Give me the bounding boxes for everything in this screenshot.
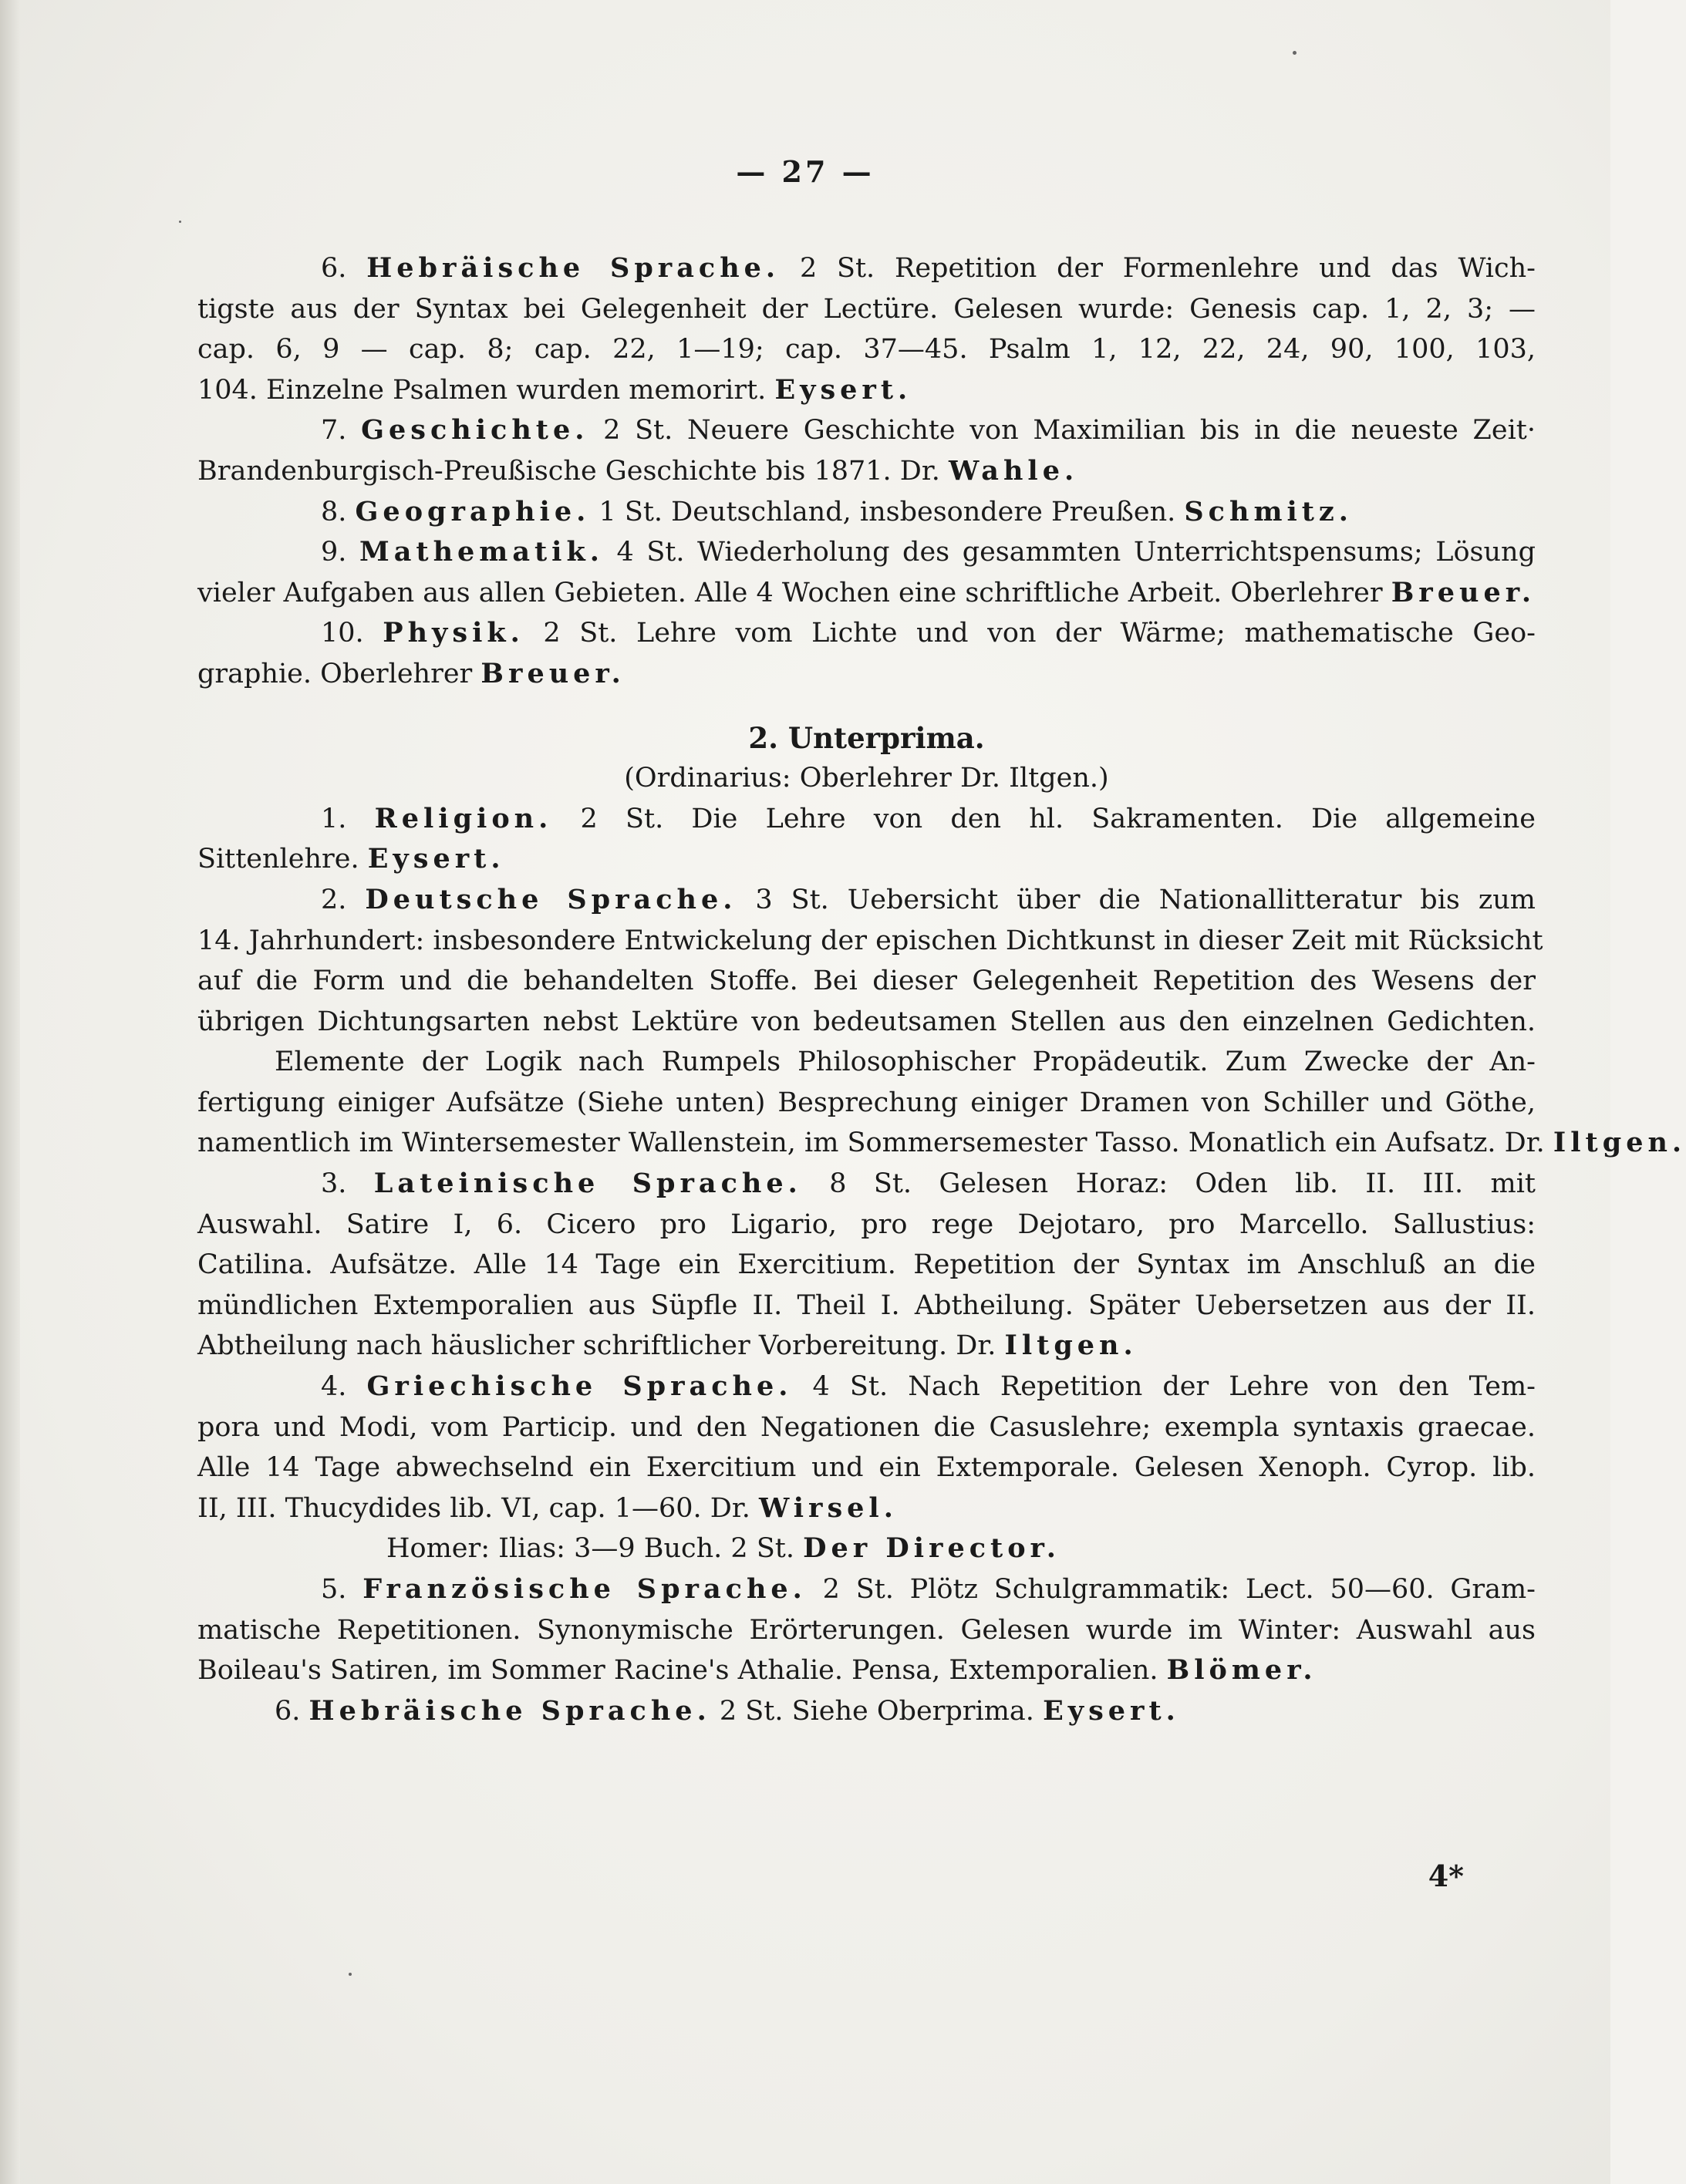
paragraph-line: auf die Form und die behandelten Stoffe. Bei dieser Gelegenheit Repetition des Wesens der [197,966,1536,997]
teacher-name: Eysert. [774,373,912,406]
paragraph-line [197,1326,1536,1367]
text-span: vieler Aufgaben aus allen Gebieten. Alle 4 Wochen eine schriftliche Arbeit. Oberlehrer [197,577,1383,608]
section-number: 10. [321,618,364,649]
paragraph-line [197,1528,1536,1569]
paragraph-line: Auswahl. Satire I, 6. Cicero pro Ligario, pro rege Dejotaro, pro Marcello. Sallustius: [197,1208,1536,1240]
section-heading: 2. Unterprima. [748,720,985,755]
printer-signature: 4* [1428,1859,1464,1893]
paragraph-line: Alle 14 Tage abwechselnd ein Exercitium und ein Extemporale. Gelesen Xenoph. Cyrop. lib. [197,1452,1536,1484]
text-span: 8 St. Gelesen Horaz: Oden lib. II. III. mit [829,1168,1536,1200]
teacher-name: Wahle. [949,454,1079,487]
subject-title: Griechische Sprache. [366,1370,793,1403]
teacher-name: Breuer. [1391,576,1536,608]
section-number: 7. [321,415,347,447]
paper-speck [349,1973,352,1976]
paragraph-line: cap. 6, 9 — cap. 8; cap. 22, 1—19; cap. 37—45. Psalm 1, 12, 22, 24, 90, 100, 103, [197,334,1536,366]
text-span: Abtheilung nach häuslicher schriftlicher Vorbereitung. Dr. [197,1330,996,1362]
subject-title: Religion. [374,802,553,834]
paragraph-line [197,613,1536,654]
text-span: Homer: Ilias: 3—9 Buch. 2 St. [386,1533,794,1565]
page-number: — 27 — [736,154,875,189]
text-span: Sittenlehre. [197,844,359,875]
text-span: 104. Einzelne Psalmen wurden memorirt. [197,374,767,406]
paragraph-line: tigste aus der Syntax bei Gelegenheit der Lectüre. Gelesen wurde: Genesis cap. 1, 2, 3; — [197,293,1536,325]
paragraph-line [197,1650,1536,1691]
teacher-name: Blömer. [1166,1654,1317,1687]
paragraph-line: 14. Jahrhundert: insbesondere Entwickelung der epischen Dichtkunst in dieser Zeit mit Rücksicht [197,925,1543,956]
text-span: 2 St. Neuere Geschichte von Maximilian bis in die neueste Zeit· [603,415,1536,447]
paragraph-line [197,1569,1536,1610]
teacher-name: Iltgen. [1004,1330,1138,1362]
paragraph-line: Elemente der Logik nach Rumpels Philosophischer Propädeutik. Zum Zwecke der An- [275,1046,1536,1078]
section-number: 5. [321,1574,347,1605]
paragraph-line: fertigung einiger Aufsätze (Siehe unten) Besprechung einiger Dramen von Schiller und Göthe, [197,1087,1536,1118]
text-span: 4 St. Wiederholung des gesammten Unterrichtspensums; Lösung [616,537,1536,568]
teacher-name: Iltgen. [1553,1127,1686,1159]
section-number: 6. [275,1695,301,1727]
paper-speck [1293,51,1297,55]
paragraph-line [197,1367,1536,1407]
section-number: 1. [321,803,347,834]
text-span: 2 St. Plötz Schulgrammatik: Lect. 50—60. Gram- [822,1574,1536,1605]
teacher-name: Wirsel. [759,1491,898,1524]
paragraph-line [197,1123,1686,1164]
paper-speck [179,221,181,223]
paragraph-line [197,654,1536,695]
subject-title: Geographie. [355,495,591,527]
paragraph-line [197,839,1536,880]
text-span: 2 St. Repetition der Formenlehre und das Wich- [799,253,1536,284]
subject-title: Französische Sprache. [362,1573,807,1605]
paragraph-line [197,370,1536,411]
paragraph-line [197,1691,1536,1732]
paragraph-line [197,532,1536,573]
paragraph-line: Catilina. Aufsätze. Alle 14 Tage ein Exercitium. Repetition der Syntax im Anschluß an die [197,1249,1536,1281]
text-span: 3 St. Uebersicht über die Nationallitteratur bis zum [755,884,1536,915]
subject-title: Hebräische Sprache. [309,1694,711,1727]
paragraph-line: übrigen Dichtungsarten nebst Lektüre von bedeutsamen Stellen aus den einzelnen Gedichten. [197,1006,1536,1037]
text-span: 4 St. Nach Repetition der Lehre von den Tem- [812,1371,1536,1403]
paragraph-line [197,1164,1536,1205]
text-span: 1 St. Deutschland, insbesondere Preußen. [599,496,1176,527]
text-span: 2 St. Die Lehre von den hl. Sakramenten. Die allgemeine [580,803,1536,834]
section-gap [197,695,1536,718]
text-span: 2 St. Siehe Oberprima. [719,1695,1034,1727]
section-number: 6. [321,253,347,284]
section-number: 3. [321,1168,347,1200]
ordinarius-line: (Ordinarius: Oberlehrer Dr. Iltgen.) [624,763,1109,794]
subject-title: Geschichte. [361,414,589,447]
page-spine-shadow [0,0,20,2184]
section-number: 4. [321,1371,347,1403]
teacher-name: Eysert. [1043,1694,1180,1727]
paragraph-line [197,573,1536,614]
paragraph-line [197,492,1536,533]
subject-title: Hebräische Sprache. [366,252,781,284]
paragraph-line [197,451,1536,492]
paragraph-line [197,799,1536,840]
subject-title: Lateinische Sprache. [373,1168,802,1200]
paragraph-line: pora und Modi, vom Particip. und den Negationen die Casuslehre; exempla syntaxis graecae. [197,1411,1536,1443]
paragraph-line: matische Repetitionen. Synonymische Erörterungen. Gelesen wurde im Winter: Auswahl aus [197,1614,1536,1646]
paragraph-line [197,248,1536,289]
text-span: II, III. Thucydides lib. VI, cap. 1—60. Dr. [197,1492,750,1524]
paragraph-line [197,410,1536,451]
section-number: 2. [321,884,347,915]
paragraph-line [197,880,1536,921]
section-number: 9. [321,537,347,568]
section-number: 8. [321,496,347,527]
teacher-name: Der Director. [803,1532,1060,1565]
text-span: namentlich im Wintersemester Wallenstein, im Sommersemester Tasso. Monatlich ein Aufsatz. Dr. [197,1127,1545,1159]
page-body [197,248,1686,1731]
teacher-name: Schmitz. [1184,495,1353,527]
paragraph-line: mündlichen Extemporalien aus Süpfle II. Theil I. Abtheilung. Später Uebersetzen aus der II. [197,1289,1536,1321]
subject-title: Mathematik. [359,536,604,568]
text-span: 2 St. Lehre vom Lichte und von der Wärme; mathematische Geo- [543,618,1536,649]
subject-title: Physik. [383,617,524,649]
text-span: Boileau's Satiren, im Sommer Racine's Athalie. Pensa, Extemporalien. [197,1655,1158,1687]
teacher-name: Eysert. [367,843,505,875]
text-span: Brandenburgisch-Preußische Geschichte bis 1871. Dr. [197,455,940,487]
paragraph-line [197,1488,1536,1529]
text-span: graphie. Oberlehrer [197,658,473,689]
teacher-name: Breuer. [481,657,626,689]
subject-title: Deutsche Sprache. [365,883,737,915]
